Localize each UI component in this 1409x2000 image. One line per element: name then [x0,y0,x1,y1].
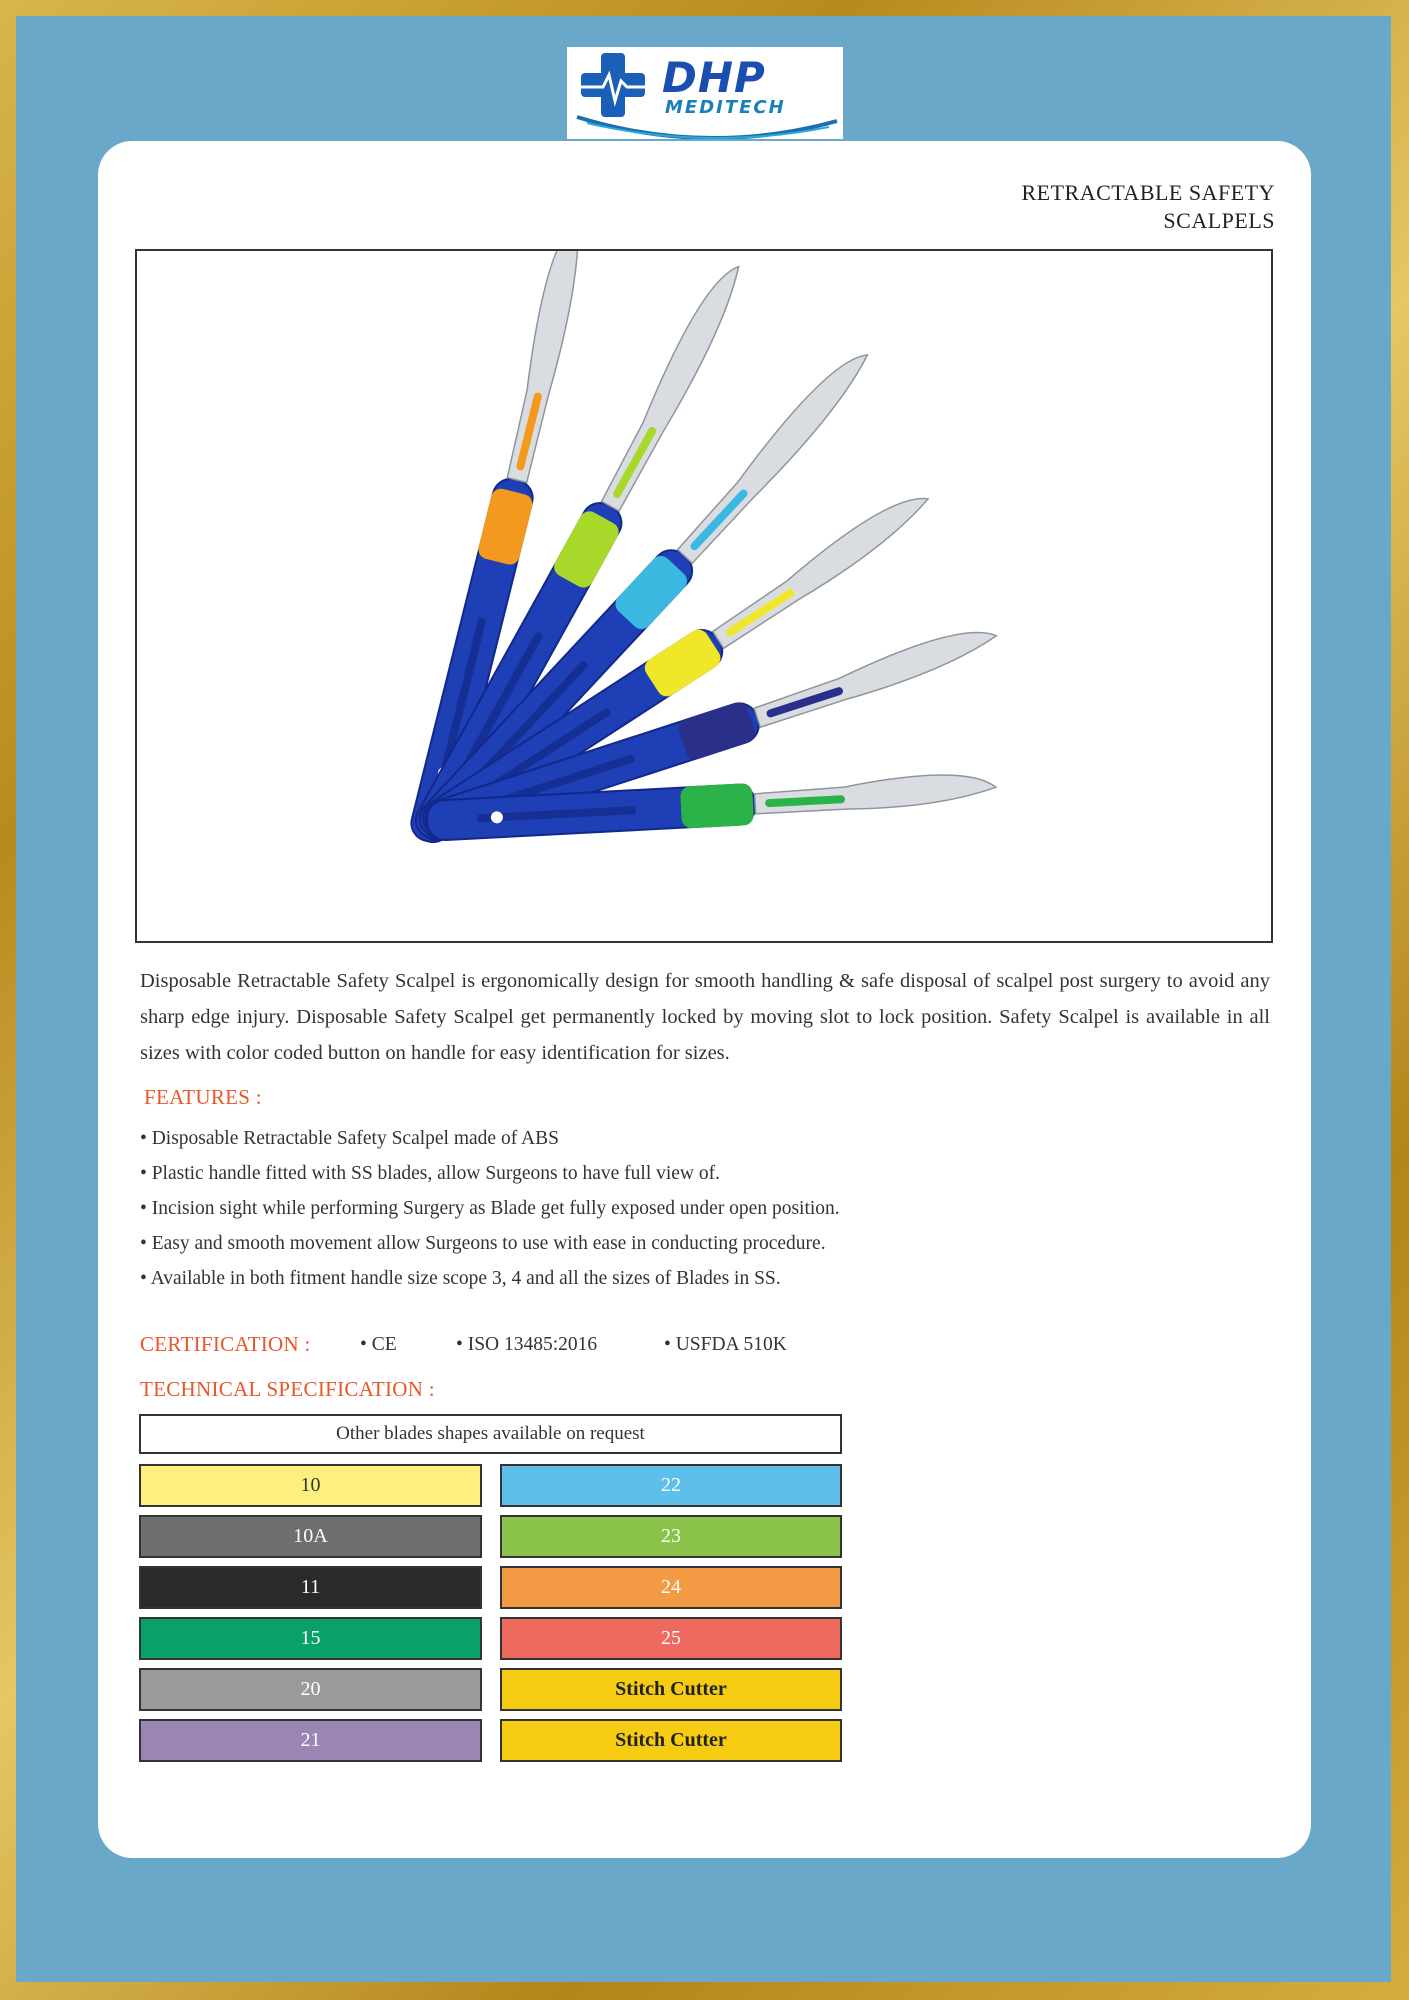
blade-size-cell: Stitch Cutter [500,1668,842,1711]
spec-table-header: Other blades shapes available on request [139,1414,842,1454]
list-item: • Easy and smooth movement allow Surgeons to use with ease in conducting procedure. [140,1233,826,1254]
blade-size-cell: 10A [139,1515,482,1558]
title-line-1: RETRACTABLE SAFETY [1021,180,1275,205]
page-title [1021,179,1275,235]
content-card [98,141,1311,1858]
technical-spec-heading: TECHNICAL SPECIFICATION : [140,1377,435,1401]
blade-size-cell: 22 [500,1464,842,1507]
features-heading: FEATURES : [144,1085,262,1109]
list-item: • Plastic handle fitted with SS blades, allow Surgeons to have full view of. [140,1163,721,1184]
cert-iso: • ISO 13485:2016 [456,1334,598,1355]
product-image [135,249,1273,943]
list-item: • Available in both fitment handle size scope 3, 4 and all the sizes of Blades in SS. [140,1268,781,1289]
blade-size-cell: Stitch Cutter [500,1719,842,1762]
blade-size-cell: 24 [500,1566,842,1609]
scalpel-illustration [137,251,1267,937]
blade-size-cell: 23 [500,1515,842,1558]
brand-name: DHP [662,53,766,102]
brand-subtitle: MEDITECH [665,97,786,118]
feature-text: Easy and smooth movement allow Surgeons to use with ease in conducting procedure. [151,1233,826,1254]
blade-size-cell: 21 [139,1719,482,1762]
cert-usfda: • USFDA 510K [664,1334,787,1355]
blade-size-cell: 11 [139,1566,482,1609]
product-description: Disposable Retractable Safety Scalpel is ergonomically design for smooth handling & safe disposal of scalpel post surgery to avoid any sharp edge injury. Disposable Safety Scalpel get permanently locked by moving slot to lock position. Safety Scalpel is available in all sizes with color coded button on handle for easy identification for sizes. [140,970,1270,1064]
cert-ce: • CE [360,1334,397,1355]
blade-size-cell: 15 [139,1617,482,1660]
list-item: • Disposable Retractable Safety Scalpel made of ABS [140,1128,559,1149]
feature-text: Disposable Retractable Safety Scalpel made of ABS [151,1128,559,1149]
blade-size-cell: 20 [139,1668,482,1711]
certification-heading: CERTIFICATION : [140,1332,311,1356]
list-item: • Incision sight while performing Surgery as Blade get fully exposed under open position. [140,1198,840,1219]
brand-logo [567,47,843,139]
feature-text: Available in both fitment handle size scope 3, 4 and all the sizes of Blades in SS. [150,1268,781,1289]
title-line-2: SCALPELS [1163,208,1275,233]
features-list [140,1121,840,1296]
blade-size-cell: 25 [500,1617,842,1660]
blade-size-cell: 10 [139,1464,482,1507]
feature-text: Plastic handle fitted with SS blades, allow Surgeons to have full view of. [151,1163,721,1184]
feature-text: Incision sight while performing Surgery as Blade get fully exposed under open position. [151,1198,840,1219]
